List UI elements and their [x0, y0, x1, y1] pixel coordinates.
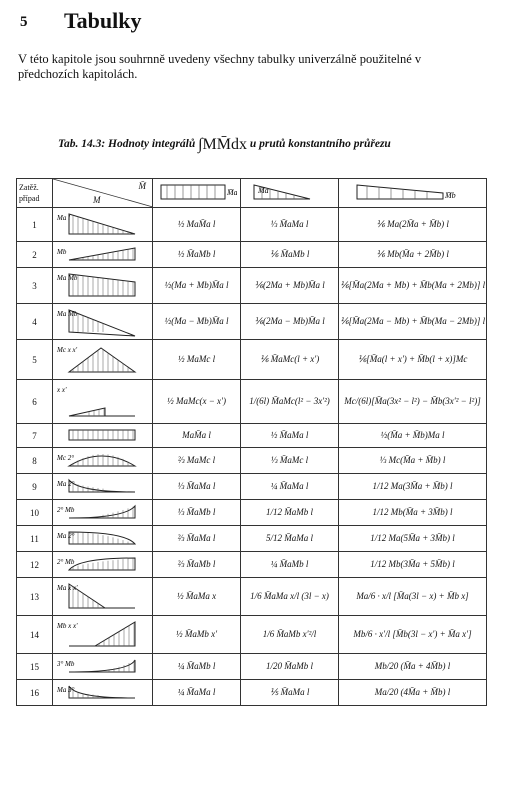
- header-label-2: M̄a: [257, 186, 269, 195]
- moment-diagram: [55, 528, 151, 550]
- formula-cell-1: ¼ M̄aMa l: [153, 680, 241, 706]
- formula-cell-3: ⅙ Mb(M̄a + 2M̄b) l: [339, 242, 487, 268]
- formula-cell-2: 1/(6l) M̄aMc(l² − 3x'²): [241, 380, 339, 424]
- formula-cell-2: 5/12 M̄aMa l: [241, 526, 339, 552]
- moment-diagram-cell: [53, 680, 153, 706]
- moment-diagram: [55, 618, 151, 652]
- case-number: 9: [17, 474, 53, 500]
- header-diagram-2: [241, 179, 339, 208]
- formula-cell-2: 1/20 M̄aMb l: [241, 654, 339, 680]
- moment-diagram-cell: [53, 448, 153, 474]
- formula-cell-2: ⅓ M̄aMa l: [241, 208, 339, 242]
- formula-cell-1: ½(Ma − Mb)M̄a l: [153, 304, 241, 340]
- header-corner-cell: [53, 179, 153, 208]
- formula-cell-1: ½ MaMc l: [153, 340, 241, 380]
- diagram-label: Mb: [56, 247, 66, 256]
- diagram-label: 2° Mb: [56, 557, 74, 566]
- caption-suffix: u prutů konstantního průřezu: [247, 138, 391, 150]
- formula-cell-3: ⅙ Ma(2M̄a + M̄b) l: [339, 208, 487, 242]
- case-number: 8: [17, 448, 53, 474]
- formula-cell-1: ¼ M̄aMb l: [153, 654, 241, 680]
- moment-diagram: [55, 382, 151, 422]
- formula-cell-1: ½ M̄aMa x: [153, 578, 241, 616]
- moment-diagram: [55, 306, 151, 338]
- moment-diagram-cell: [53, 654, 153, 680]
- integral-table: [16, 178, 487, 706]
- chapter-title: Tabulky: [64, 8, 142, 33]
- formula-cell-3: 1/12 Ma(3M̄a + M̄b) l: [339, 474, 487, 500]
- formula-cell-3: Mb/6 · x'/l [M̄b(3l − x') + M̄a x']: [339, 616, 487, 654]
- moment-diagram-cell: [53, 526, 153, 552]
- formula-cell-2: 1/6 M̄aMa x/l (3l − x): [241, 578, 339, 616]
- diagram-label: x x': [56, 385, 66, 394]
- table-row: [17, 500, 487, 526]
- formula-cell-3: Ma/20 (4M̄a + M̄b) l: [339, 680, 487, 706]
- table-row: [17, 208, 487, 242]
- moment-diagram-cell: [53, 380, 153, 424]
- header-mbar-label: M̄: [138, 181, 146, 191]
- header-rect-diagram: [157, 181, 237, 203]
- formula-cell-2: ½ M̄aMa l: [241, 424, 339, 448]
- formula-cell-3: Mb/20 (M̄a + 4M̄b) l: [339, 654, 487, 680]
- moment-diagram-cell: [53, 340, 153, 380]
- formula-cell-2: ¼ M̄aMb l: [241, 552, 339, 578]
- moment-diagram: [55, 270, 151, 302]
- moment-diagram: [55, 502, 151, 524]
- table-row: [17, 526, 487, 552]
- table-row: [17, 268, 487, 304]
- diagram-label: Ma 3°: [56, 685, 74, 694]
- table-row: [17, 304, 487, 340]
- case-number: 10: [17, 500, 53, 526]
- diagram-label: Mc x x': [56, 345, 77, 354]
- moment-diagram-cell: [53, 304, 153, 340]
- formula-cell-1: MaM̄a l: [153, 424, 241, 448]
- moment-diagram: [55, 476, 151, 498]
- header-trap-diagram: [353, 181, 473, 203]
- table-row: [17, 424, 487, 448]
- formula-cell-1: ½ MaM̄a l: [153, 208, 241, 242]
- case-number: 14: [17, 616, 53, 654]
- diagram-label: 2° Mb: [56, 505, 74, 514]
- chapter-header: [16, 8, 486, 38]
- formula-cell-2: 1/6 M̄aMb x'²/l: [241, 616, 339, 654]
- case-number: 1: [17, 208, 53, 242]
- intro-paragraph: V této kapitole jsou souhrnně uvedeny všechny tabulky univerzálně použitelné v předchozích kapitolách.: [18, 52, 422, 81]
- table-row: [17, 578, 487, 616]
- case-number: 7: [17, 424, 53, 448]
- case-number: 6: [17, 380, 53, 424]
- case-number: 4: [17, 304, 53, 340]
- formula-cell-3: ⅙[M̄a(2Ma + Mb) + M̄b(Ma + 2Mb)] l: [339, 268, 487, 304]
- formula-cell-1: ½ MaMc(x − x'): [153, 380, 241, 424]
- case-number: 13: [17, 578, 53, 616]
- case-number: 15: [17, 654, 53, 680]
- moment-diagram: [55, 656, 151, 678]
- formula-cell-3: ⅙[M̄a(l + x') + M̄b(l + x)]Mc: [339, 340, 487, 380]
- case-number: 12: [17, 552, 53, 578]
- moment-diagram: [55, 450, 151, 472]
- moment-diagram-cell: [53, 578, 153, 616]
- formula-cell-1: ½(Ma + Mb)M̄a l: [153, 268, 241, 304]
- case-number: 5: [17, 340, 53, 380]
- formula-cell-2: ⅙ M̄aMc(l + x'): [241, 340, 339, 380]
- table-row: [17, 474, 487, 500]
- moment-diagram-cell: [53, 500, 153, 526]
- diagram-label: Mc 2°: [56, 453, 74, 462]
- formula-cell-2: ⅓ M̄aMc l: [241, 448, 339, 474]
- formula-cell-1: ½ M̄aMb x': [153, 616, 241, 654]
- table-row: [17, 616, 487, 654]
- formula-cell-3: 1/12 Mb(M̄a + 3M̄b) l: [339, 500, 487, 526]
- header-case-cell: [17, 179, 53, 208]
- moment-diagram-cell: [53, 208, 153, 242]
- header-diagram-1: [153, 179, 241, 208]
- case-number: 2: [17, 242, 53, 268]
- diagram-label: Ma Mb: [56, 273, 77, 282]
- table-caption: [58, 136, 478, 154]
- formula-cell-2: ¼ M̄aMa l: [241, 474, 339, 500]
- formula-cell-3: ⅓ Mc(M̄a + M̄b) l: [339, 448, 487, 474]
- formula-cell-1: ½ M̄aMb l: [153, 242, 241, 268]
- chapter-number: 5: [20, 14, 28, 30]
- formula-cell-1: ⅓ M̄aMa l: [153, 474, 241, 500]
- header-label-3: M̄b: [444, 191, 456, 200]
- diagram-label: Ma l: [56, 213, 70, 222]
- formula-cell-3: 1/12 Ma(5M̄a + 3M̄b) l: [339, 526, 487, 552]
- moment-diagram-cell: [53, 242, 153, 268]
- diagram-label: Ma 2°: [56, 479, 74, 488]
- formula-cell-2: ⅙ M̄aMb l: [241, 242, 339, 268]
- diagram-label: Ma 2°: [56, 531, 74, 540]
- formula-cell-2: 1/12 M̄aMb l: [241, 500, 339, 526]
- moment-diagram: [55, 210, 151, 240]
- formula-cell-1: ⅔ M̄aMa l: [153, 526, 241, 552]
- moment-diagram-cell: [53, 552, 153, 578]
- header-tri-a-diagram: [250, 181, 330, 203]
- caption-integral: ∫MM̄dx: [198, 136, 247, 153]
- table-row: [17, 680, 487, 706]
- formula-cell-2: ⅙(2Ma + Mb)M̄a l: [241, 268, 339, 304]
- formula-cell-3: Mc/(6l)[M̄a(3x² − l²) − M̄b(3x'² − l²)]: [339, 380, 487, 424]
- table-row: [17, 448, 487, 474]
- diagram-label: Ma x x': [56, 583, 78, 592]
- header-m-label: M: [93, 195, 101, 205]
- table-header-row: [17, 179, 487, 208]
- header-diagram-3: [339, 179, 487, 208]
- diagram-label: Mb x x': [56, 621, 78, 630]
- moment-diagram-cell: [53, 268, 153, 304]
- formula-cell-3: ⅙[M̄a(2Ma − Mb) + M̄b(Ma − 2Mb)] l: [339, 304, 487, 340]
- moment-diagram-cell: [53, 424, 153, 448]
- moment-diagram: [55, 426, 151, 446]
- diagram-label: Ma Mb: [56, 309, 77, 318]
- formula-cell-3: ½(M̄a + M̄b)Ma l: [339, 424, 487, 448]
- formula-cell-3: 1/12 Mb(3M̄a + 5M̄b) l: [339, 552, 487, 578]
- formula-cell-1: ⅔ MaMc l: [153, 448, 241, 474]
- moment-diagram: [55, 682, 151, 704]
- formula-cell-2: ⅙(2Ma − Mb)M̄a l: [241, 304, 339, 340]
- case-number: 11: [17, 526, 53, 552]
- moment-diagram-cell: [53, 474, 153, 500]
- caption-prefix: Tab. 14.3: Hodnoty integrálů: [58, 138, 199, 150]
- formula-cell-2: ⅕ M̄aMa l: [241, 680, 339, 706]
- moment-diagram-cell: [53, 616, 153, 654]
- table-row: [17, 654, 487, 680]
- diagram-label: 3° Mb: [56, 659, 74, 668]
- case-number: 3: [17, 268, 53, 304]
- table-row: [17, 380, 487, 424]
- moment-diagram: [55, 580, 151, 614]
- moment-diagram: [55, 244, 151, 266]
- table-row: [17, 340, 487, 380]
- header-case-label-1: Zatěž.: [19, 183, 39, 192]
- moment-diagram: [55, 342, 151, 378]
- header-label-1: M̄a: [226, 188, 237, 197]
- case-number: 16: [17, 680, 53, 706]
- moment-diagram: [55, 554, 151, 576]
- table-row: [17, 552, 487, 578]
- table-row: [17, 242, 487, 268]
- formula-cell-1: ⅔ M̄aMb l: [153, 552, 241, 578]
- formula-cell-1: ⅓ M̄aMb l: [153, 500, 241, 526]
- formula-cell-3: Ma/6 · x/l [M̄a(3l − x) + M̄b x]: [339, 578, 487, 616]
- header-case-label-2: případ: [19, 194, 40, 203]
